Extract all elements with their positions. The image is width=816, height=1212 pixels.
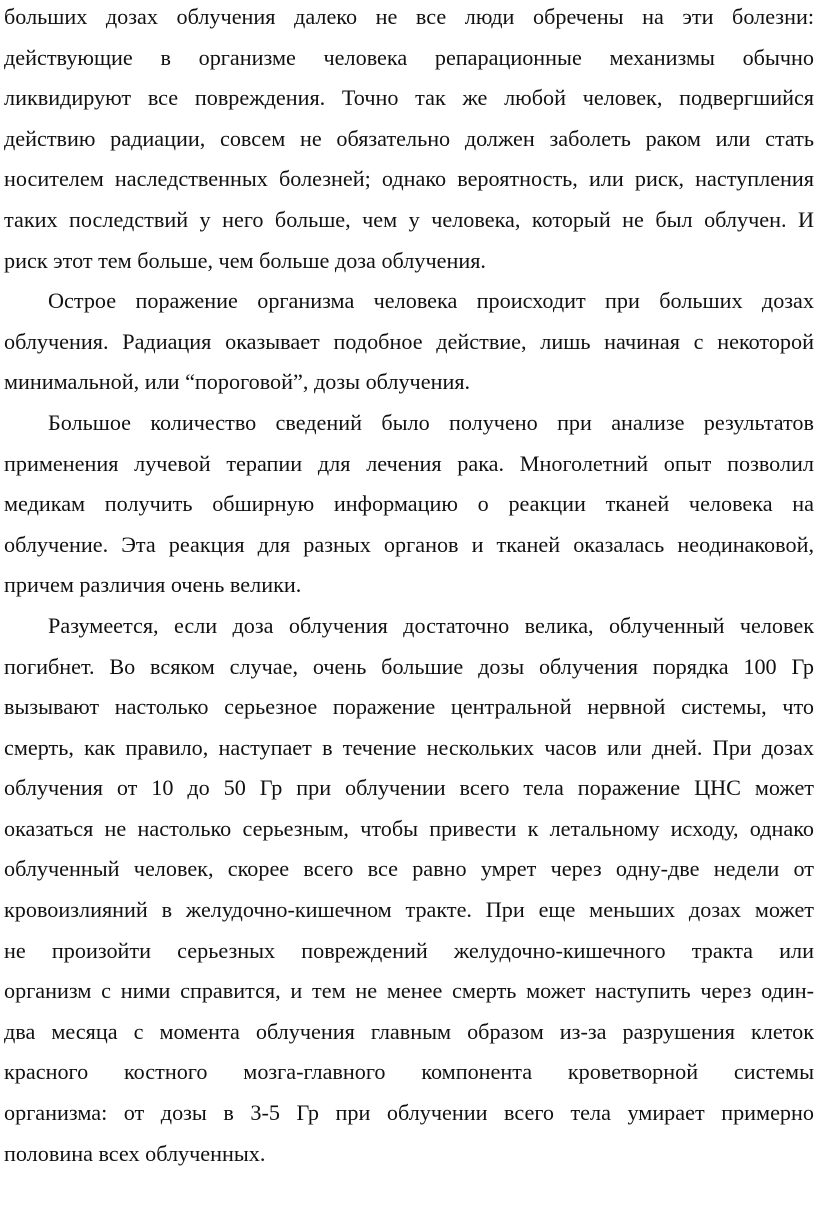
document-page <box>4 0 814 1174</box>
paragraph-2 <box>4 281 814 403</box>
text-line: причем различия очень велики. <box>4 572 302 598</box>
text-line: облучение. Эта реакция для разных органов и тканей оказалась неодинаковой, <box>4 531 814 557</box>
text-line: Острое поражение организма человека происходит при больших дозах <box>48 288 814 314</box>
text-line: ликвидируют все повреждения. Точно так же любой человек, подвергшийся <box>4 85 814 111</box>
text-line: два месяца с момента облучения главным образом из-за разрушения клеток <box>4 1018 814 1044</box>
paragraph-3 <box>4 403 814 606</box>
text-line: Большое количество сведений было получено при анализе результатов <box>48 409 814 435</box>
text-line: таких последствий у него больше, чем у человека, который не был облучен. И <box>4 206 814 232</box>
text-line: оказаться не настолько серьезным, чтобы привести к летальному исходу, однако <box>4 815 814 841</box>
text-line: действию радиации, совсем не обязательно должен заболеть раком или стать <box>4 125 814 151</box>
text-line: облучения от 10 до 50 Гр при облучении всего тела поражение ЦНС может <box>4 775 814 801</box>
text-line: погибнет. Во всяком случае, очень большие дозы облучения порядка 100 Гр <box>4 653 814 679</box>
text-line: медикам получить обширную информацию о реакции тканей человека на <box>4 491 814 517</box>
text-line: риск этот тем больше, чем больше доза облучения. <box>4 247 486 273</box>
paragraph-4 <box>4 606 814 1174</box>
text-line: больших дозах облучения далеко не все люди обречены на эти болезни: <box>4 4 814 29</box>
text-line: половина всех облученных. <box>4 1140 266 1166</box>
text-line: красного костного мозга-главного компонента кроветворной системы <box>4 1059 814 1085</box>
text-line: смерть, как правило, наступает в течение нескольких часов или дней. При дозах <box>4 734 814 760</box>
text-line: минимальной, или “пороговой”, дозы облучения. <box>4 369 471 395</box>
text-line: организма: от дозы в 3-5 Гр при облучении всего тела умирает примерно <box>4 1100 814 1126</box>
paragraph-1 <box>4 0 814 281</box>
text-line: не произойти серьезных повреждений желудочно-кишечного тракта или <box>4 937 814 963</box>
text-line: организм с ними справится, и тем не менее смерть может наступить через один- <box>4 978 814 1004</box>
text-line: применения лучевой терапии для лечения рака. Многолетний опыт позволил <box>4 450 814 476</box>
text-line: кровоизлияний в желудочно-кишечном тракте. При еще меньших дозах может <box>4 897 814 923</box>
text-line: вызывают настолько серьезное поражение центральной нервной системы, что <box>4 694 814 720</box>
text-line: носителем наследственных болезней; однако вероятность, или риск, наступления <box>4 166 814 192</box>
text-line: облученный человек, скорее всего все равно умрет через одну-две недели от <box>4 856 814 882</box>
text-line: действующие в организме человека репарационные механизмы обычно <box>4 44 814 70</box>
text-line: Разумеется, если доза облучения достаточно велика, облученный человек <box>48 612 814 638</box>
text-line: облучения. Радиация оказывает подобное действие, лишь начиная с некоторой <box>4 328 814 354</box>
